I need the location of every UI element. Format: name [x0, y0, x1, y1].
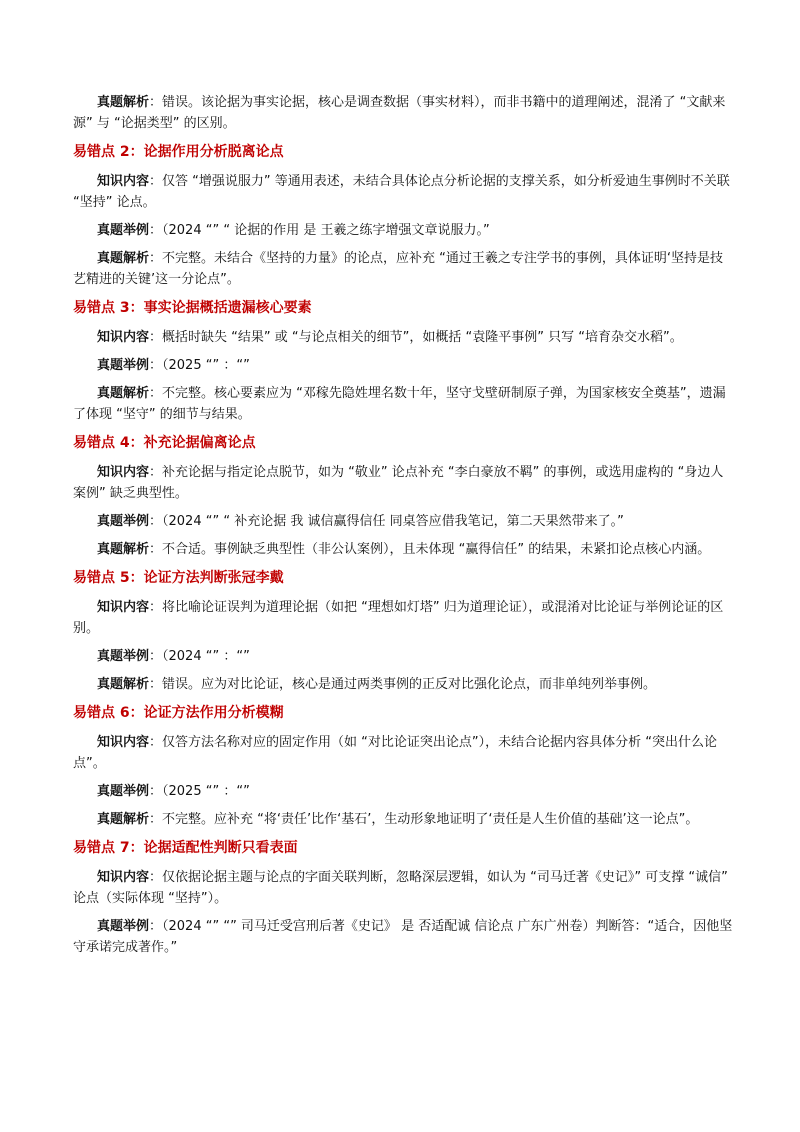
paragraph-label: 真题举例 — [97, 514, 150, 529]
paragraph — [73, 171, 733, 213]
paragraph-text: ：不完整。核心要素应为 “邓稼先隐姓埋名数十年，坚守戈壁研制原子弹，为国家核安全奠基”，遗漏了体现 “坚守” 的细节与结果。 — [73, 386, 726, 422]
paragraph — [73, 916, 733, 958]
section-heading — [73, 702, 733, 724]
paragraph — [73, 646, 733, 667]
paragraph-label: 知识内容 — [97, 330, 150, 345]
paragraph-text: ：（2025 “” ：“” — [149, 358, 250, 373]
section-heading-text: 易错点 2：论据作用分析脱离论点 — [73, 144, 284, 160]
paragraph — [73, 462, 733, 504]
paragraph-text: ：仅依据论据主题与论点的字面关联判断，忽略深层逻辑，如认为 “司马迁著《史记》” 可支撑 “诚信” 论点（实际体现 “坚持”）。 — [73, 870, 728, 906]
paragraph — [73, 674, 733, 695]
paragraph — [73, 597, 733, 639]
paragraph-text: ：错误。该论据为事实论据，核心是调查数据（事实材料），而非书籍中的道理阐述，混淆了 “文献来源” 与 “论据类型” 的区别。 — [73, 95, 726, 131]
paragraph-text: ：（2024 “” “ 补充论据 我 诚信赢得信任 同桌答应借我笔记，第二天果然带来了。” — [149, 514, 624, 529]
paragraph-label: 真题举例 — [97, 649, 150, 664]
paragraph — [73, 781, 733, 802]
paragraph-text: ：（2024 “” ：“” — [149, 649, 250, 664]
paragraph-label: 知识内容 — [97, 735, 150, 750]
section-heading-text: 易错点 6：论证方法作用分析模糊 — [73, 705, 284, 721]
paragraph-label: 真题解析 — [97, 542, 150, 557]
paragraph-label: 知识内容 — [97, 600, 150, 615]
section-heading-text: 易错点 3：事实论据概括遗漏核心要素 — [73, 300, 312, 316]
section-heading-text: 易错点 7：论据适配性判断只看表面 — [73, 840, 298, 856]
paragraph-label: 真题举例 — [97, 784, 150, 799]
section-heading — [73, 297, 733, 319]
paragraph-text: ：仅答方法名称对应的固定作用（如 “对比论证突出论点”），未结合论据内容具体分析 “突出什么论点”。 — [73, 735, 717, 771]
paragraph-text: ：仅答 “增强说服力” 等通用表述，未结合具体论点分析论据的支撑关系，如分析爱迪生事例时不关联 “坚持” 论点。 — [73, 174, 730, 210]
paragraph — [73, 732, 733, 774]
paragraph-label: 真题举例 — [97, 358, 150, 373]
paragraph-text: ：概括时缺失 “结果” 或 “与论点相关的细节”，如概括 “袁隆平事例” 只写 “培育杂交水稻”。 — [149, 330, 683, 345]
paragraph-label: 知识内容 — [97, 465, 150, 480]
section-heading — [73, 567, 733, 589]
paragraph-label: 真题举例 — [97, 919, 150, 934]
paragraph-label: 知识内容 — [97, 870, 150, 885]
paragraph — [73, 327, 733, 348]
paragraph-text: ：补充论据与指定论点脱节，如为 “敬业” 论点补充 “李白豪放不羁” 的事例，或选用虚构的 “身边人案例” 缺乏典型性。 — [73, 465, 724, 501]
paragraph — [73, 92, 733, 134]
paragraph — [73, 539, 733, 560]
section-heading — [73, 837, 733, 859]
paragraph — [73, 383, 733, 425]
paragraph-label: 真题解析 — [97, 812, 150, 827]
document-body — [73, 92, 733, 965]
paragraph-label: 知识内容 — [97, 174, 150, 189]
paragraph-text: ：（2024 “” “” 司马迁受宫刑后著《史记》 是 否适配诚 信论点 广东广州卷）判断答：“适合，因他坚守承诺完成著作。” — [73, 919, 733, 955]
section-heading — [73, 432, 733, 454]
section-heading-text: 易错点 4：补充论据偏离论点 — [73, 435, 256, 451]
paragraph-text: ：（2025 “” ：“” — [149, 784, 250, 799]
paragraph-text: ：不完整。应补充 “将‘责任’比作‘基石’，生动形象地证明了‘责任是人生价值的基础’这一论点”。 — [149, 812, 699, 827]
paragraph-label: 真题解析 — [97, 386, 150, 401]
paragraph — [73, 809, 733, 830]
paragraph-label: 真题解析 — [97, 677, 150, 692]
paragraph-text: ：将比喻论证误判为道理论据（如把 “理想如灯塔” 归为道理论证），或混淆对比论证与举例论证的区别。 — [73, 600, 724, 636]
paragraph — [73, 867, 733, 909]
paragraph-label: 真题解析 — [97, 251, 150, 266]
paragraph-text: ：不完整。未结合《坚持的力量》的论点，应补充 “通过王羲之专注学书的事例，具体证明‘坚持是技艺精进的关键’这一分论点”。 — [73, 251, 724, 287]
paragraph-text: ：（2024 “” “ 论据的作用 是 王羲之练字增强文章说服力。” — [149, 223, 490, 238]
section-heading — [73, 141, 733, 163]
paragraph-text: ：错误。应为对比论证，核心是通过两类事例的正反对比强化论点，而非单纯列举事例。 — [149, 677, 657, 692]
paragraph — [73, 511, 733, 532]
paragraph — [73, 220, 733, 241]
paragraph-text: ：不合适。事例缺乏典型性（非公认案例），且未体现 “赢得信任” 的结果，未紧扣论点核心内涵。 — [149, 542, 711, 557]
paragraph — [73, 248, 733, 290]
paragraph-label: 真题举例 — [97, 223, 150, 238]
section-heading-text: 易错点 5：论证方法判断张冠李戴 — [73, 570, 284, 586]
paragraph — [73, 355, 733, 376]
paragraph-label: 真题解析 — [97, 95, 150, 110]
